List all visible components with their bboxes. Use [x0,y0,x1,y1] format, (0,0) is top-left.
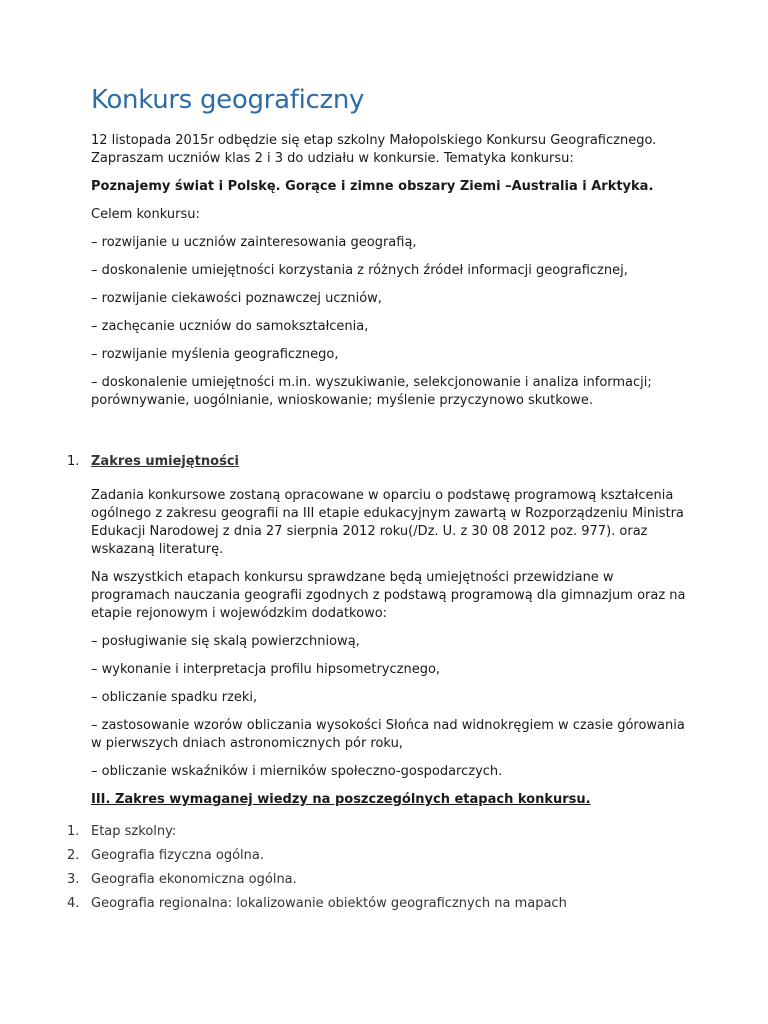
goal-item: – rozwijanie myślenia geograficznego, [91,347,339,362]
list-text: Etap szkolny: [91,824,177,839]
section-number: 1. [67,454,80,469]
list-text: Geografia regionalna: lokalizowanie obiektów geograficznych na mapach [91,896,567,911]
knowledge-list [67,823,691,913]
section3-heading: III. Zakres wymaganej wiedzy na poszczególnych etapach konkursu. [91,792,591,807]
skill-item: – obliczanie wskaźników i mierników społeczno-gospodarczych. [91,764,503,779]
list-number: 1. [67,824,80,839]
document-page [67,82,691,919]
list-number: 2. [67,848,80,863]
section1-paragraph: Na wszystkich etapach konkursu sprawdzane będą umiejętności przewidziane w programach nauczania geografii zgodnych z podstawą programową dla gimnazjum oraz na etapie rejonowym i wojewódzkim dodatkowo: [91,570,686,621]
spacer [91,420,691,453]
list-number: 3. [67,872,80,887]
skill-item: – wykonanie i interpretacja profilu hipsometrycznego, [91,662,441,677]
section-heading-link[interactable]: Zakres umiejętności [91,454,239,469]
list-text: Geografia fizyczna ogólna. [91,848,264,863]
goal-item: – rozwijanie u uczniów zainteresowania geografią, [91,235,417,250]
list-item [67,823,691,841]
section-list [67,453,691,471]
goal-item: – rozwijanie ciekawości poznawczej uczniów, [91,291,382,306]
section1-paragraph: Zadania konkursowe zostaną opracowane w oparciu o podstawę programową kształcenia ogólnego z zakresu geografii na III etapie edukacyjnym zawartą w Rozporządzeniu Ministra Edukacji Narodowej z dnia 27 sierpnia 2012 roku(/Dz. U. z 30 08 2012 poz. 977). oraz wskazaną literaturę. [91,488,684,557]
goal-item: – doskonalenie umiejętności korzystania z różnych źródeł informacji geograficznej, [91,263,628,278]
goal-item: – doskonalenie umiejętności m.in. wyszukiwanie, selekcjonowanie i analiza informacji; porównywanie, uogólnianie, wnioskowanie; myślenie przyczynowo skutkowe. [91,375,652,408]
page-title: Konkurs geograficzny [91,85,365,115]
skill-item: – posługiwanie się skalą powierzchniową, [91,634,360,649]
skill-item: – obliczanie spadku rzeki, [91,690,258,705]
list-item [67,871,691,889]
list-number: 4. [67,896,80,911]
list-item [67,847,691,865]
goal-item: – zachęcanie uczniów do samokształcenia, [91,319,369,334]
goals-label: Celem konkursu: [91,207,200,222]
list-item [67,895,691,913]
intro-paragraph: 12 listopada 2015r odbędzie się etap szkolny Małopolskiego Konkursu Geograficznego. Zapraszam uczniów klas 2 i 3 do udziału w konkursie. Tematyka konkursu: [91,133,657,166]
section-heading-item [67,453,691,471]
theme-paragraph: Poznajemy świat i Polskę. Gorące i zimne obszary Ziemi –Australia i Arktyka. [91,179,654,194]
skill-item: – zastosowanie wzorów obliczania wysokości Słońca nad widnokręgiem w czasie górowania w pierwszych dniach astronomicznych pór roku, [91,718,685,751]
list-text: Geografia ekonomiczna ogólna. [91,872,297,887]
